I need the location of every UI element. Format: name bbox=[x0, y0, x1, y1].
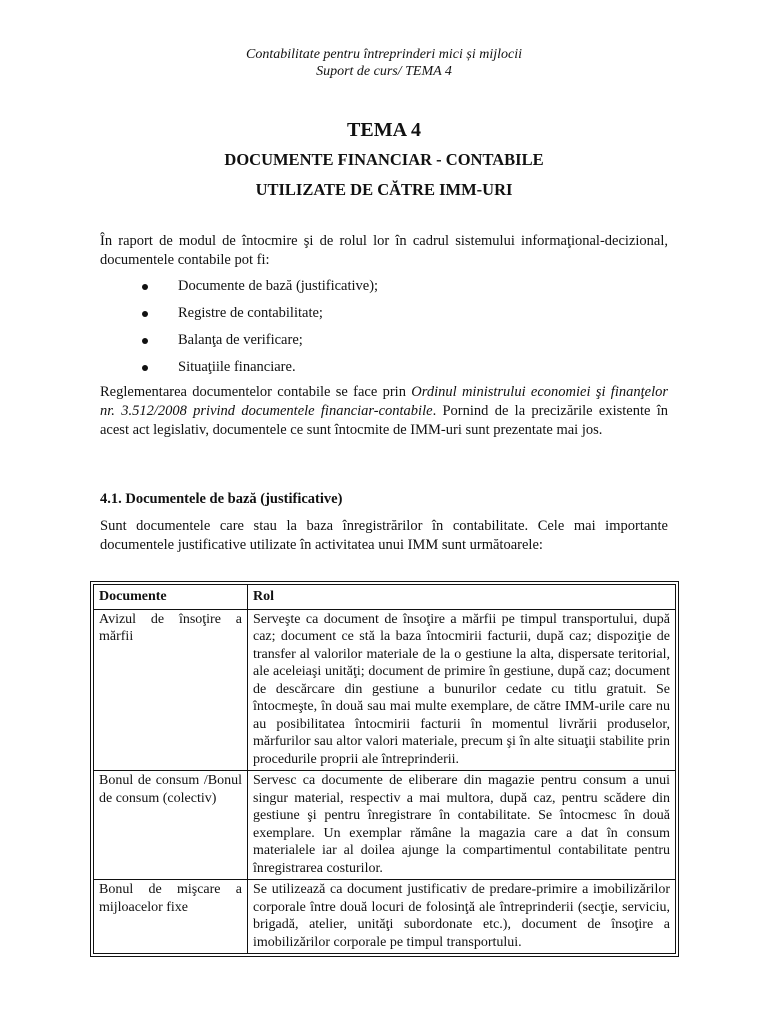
section-intro-paragraph: Sunt documentele care stau la baza înregistrărilor în contabilitate. Cele mai importante documentele justificative utilizate în activitatea unui IMM sunt următoarele: bbox=[100, 518, 668, 553]
documents-table bbox=[93, 584, 676, 954]
document-name-cell: Avizul de însoţire a mărfii bbox=[94, 609, 248, 771]
list-item: Balanţa de verificare; bbox=[100, 332, 660, 359]
page-subtitle-line2: UTILIZATE DE CĂTRE IMM-URI bbox=[255, 180, 513, 199]
table-header-row bbox=[94, 585, 676, 610]
column-header-documente: Documente bbox=[94, 585, 248, 610]
page-title: TEMA 4 bbox=[347, 119, 421, 141]
page-subtitle-line1: DOCUMENTE FINANCIAR - CONTABILE bbox=[224, 150, 544, 169]
regulation-reference: Ordinul ministrului economiei şi finanţelor nr. 3.512/2008 privind documentele financiar-contabile bbox=[100, 384, 668, 419]
document-role-cell: Serveşte ca document de însoţire a mărfii pe timpul transportului, după caz; document ce stă la baza întocmirii facturii, după caz; dispoziţie de transfer al valorilor materiale de la o gestiune la alta, dispersate teritorial, ale aceleiaşi unităţi; document de primire în gestiune, după caz; document de descărcare din gestiune a bunurilor cedate cu titlu gratuit. Se întocmeşte, în două sau mai multe exemplare, de către IMM-urile care nu au posibilitatea întocmirii facturii în momentul livrării produselor, mărfurilor sau altor valori materiale, precum şi în alte situaţii stabilite prin procedurile proprii ale întreprinderii. bbox=[248, 609, 676, 771]
table-row bbox=[94, 880, 676, 954]
regulation-paragraph: Reglementarea documentelor contabile se face prin Ordinul ministrului economiei şi finanţelor nr. 3.512/2008 privind documentele financiar-contabile. Pornind de la precizările existente în acest act legislativ, documentele ce sunt întocmite de IMM-uri sunt prezentate mai jos. bbox=[100, 384, 668, 438]
document-role-cell: Se utilizează ca document justificativ de predare-primire a imobilizărilor corporale între două locuri de folosinţă ale întreprinderii (secţie, serviciu, brigadă, atelier, unităţi subordonate etc.), document de însoţire a imobilizărilor corporale pe timpul transportului. bbox=[248, 880, 676, 954]
document-role-cell: Servesc ca documente de eliberare din magazie pentru consum a unui singur material, respectiv a mai multora, după caz, pentru scădere din gestiune şi pentru înregistrare în contabilitate. Se întocmesc în două exemplare. Un exemplar rămâne la magazia care a dat în consum materialele iar al doilea ajunge la compartimentul contabilitate pentru înregistrarea costurilor. bbox=[248, 771, 676, 880]
column-header-rol: Rol bbox=[248, 585, 676, 610]
list-item: Registre de contabilitate; bbox=[100, 305, 660, 332]
running-header-title: Contabilitate pentru întreprinderi mici și mijlocii bbox=[246, 47, 522, 62]
list-item: Situaţiile financiare. bbox=[100, 359, 660, 386]
document-name-cell: Bonul de mişcare a mijloacelor fixe bbox=[94, 880, 248, 954]
table-row bbox=[94, 771, 676, 880]
section-heading: 4.1. Documentele de bază (justificative) bbox=[100, 491, 343, 507]
document-name-cell: Bonul de consum /Bonul de consum (colectiv) bbox=[94, 771, 248, 880]
intro-paragraph: În raport de modul de întocmire şi de rolul lor în cadrul sistemului informaţional-decizional, documentele contabile pot fi: bbox=[100, 233, 668, 268]
running-header-subtitle: Suport de curs/ TEMA 4 bbox=[316, 64, 452, 79]
list-item: Documente de bază (justificative); bbox=[100, 278, 660, 305]
table-row bbox=[94, 609, 676, 771]
